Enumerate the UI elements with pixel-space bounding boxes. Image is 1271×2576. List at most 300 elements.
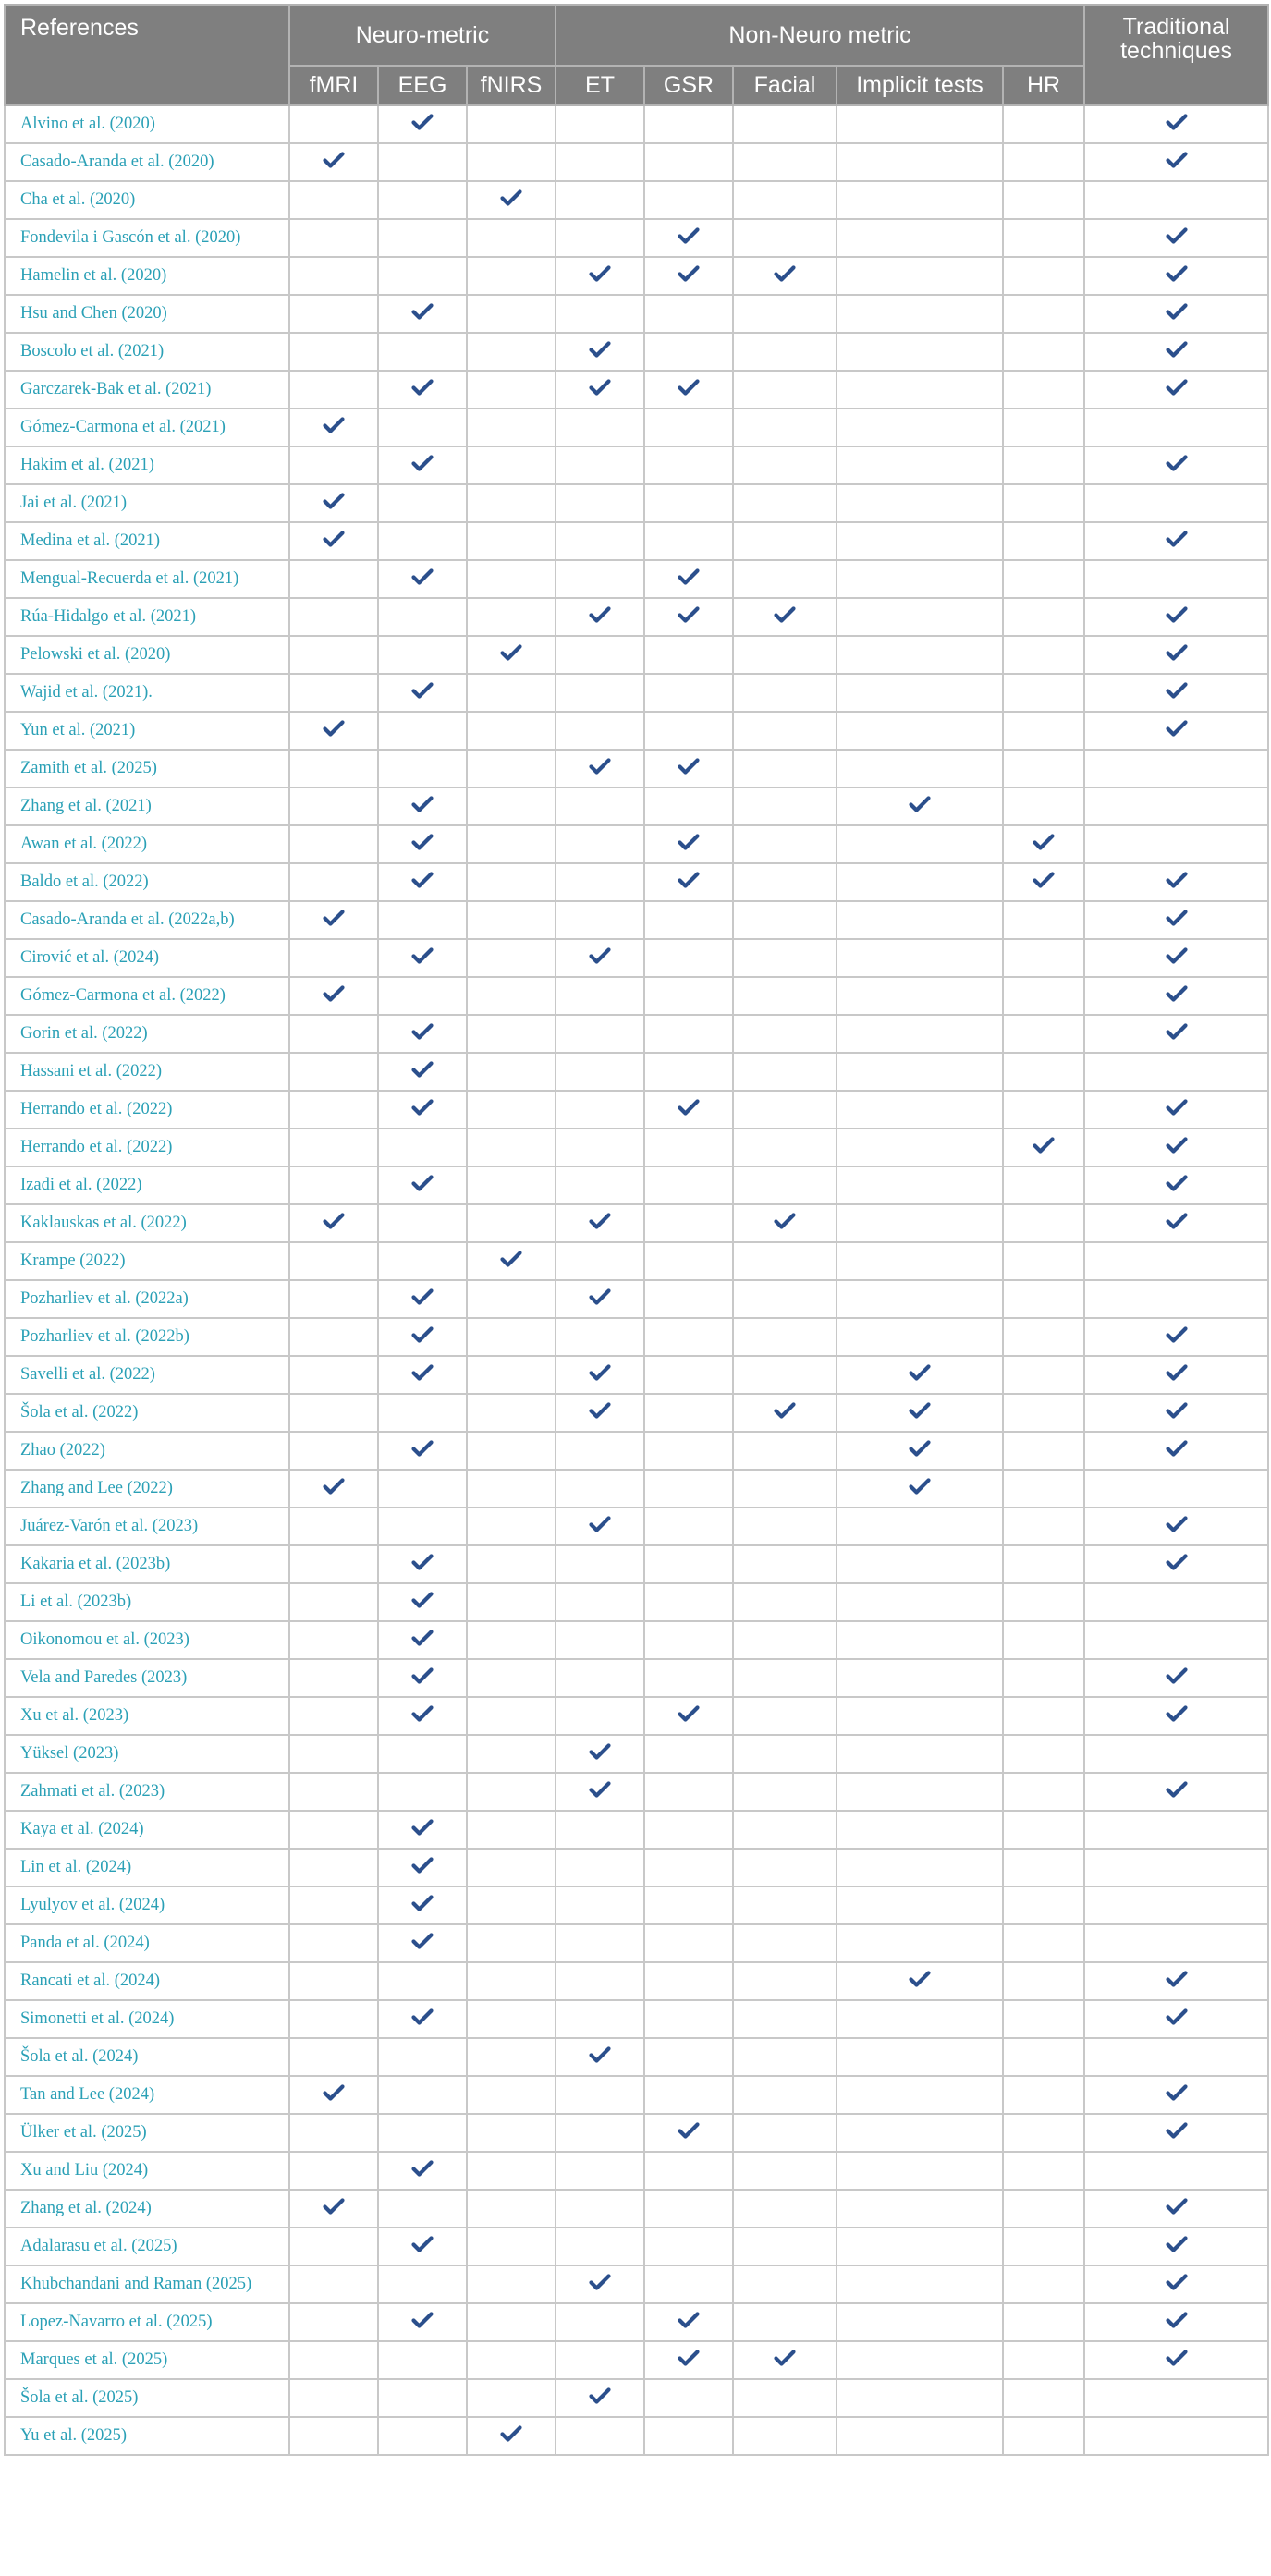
table-cell bbox=[289, 1318, 378, 1356]
table-cell bbox=[1003, 1242, 1084, 1280]
table-cell bbox=[378, 636, 467, 674]
reference-link[interactable]: Juárez-Varón et al. (2023) bbox=[5, 1508, 289, 1545]
reference-link[interactable]: Casado-Aranda et al. (2020) bbox=[5, 143, 289, 181]
table-cell bbox=[556, 2379, 644, 2417]
table-cell bbox=[467, 484, 556, 522]
column-header-facial: Facial bbox=[733, 66, 837, 105]
reference-link[interactable]: Wajid et al. (2021). bbox=[5, 674, 289, 712]
table-cell bbox=[644, 2228, 733, 2265]
table-cell bbox=[644, 787, 733, 825]
table-cell bbox=[733, 295, 837, 333]
table-cell bbox=[837, 1053, 1003, 1091]
reference-link[interactable]: Tan and Lee (2024) bbox=[5, 2076, 289, 2114]
checkmark-icon bbox=[411, 568, 434, 586]
table-cell bbox=[837, 371, 1003, 409]
table-cell bbox=[733, 371, 837, 409]
table-cell bbox=[378, 409, 467, 446]
table-cell bbox=[467, 939, 556, 977]
reference-link[interactable]: Cha et al. (2020) bbox=[5, 181, 289, 219]
table-row bbox=[5, 1583, 1268, 1621]
reference-link[interactable]: Garczarek-Bak et al. (2021) bbox=[5, 371, 289, 409]
table-cell bbox=[556, 712, 644, 750]
table-cell bbox=[1084, 2379, 1268, 2417]
reference-link[interactable]: Izadi et al. (2022) bbox=[5, 1166, 289, 1204]
table-cell bbox=[1084, 636, 1268, 674]
table-cell bbox=[556, 2114, 644, 2152]
reference-link[interactable]: Mengual-Recuerda et al. (2021) bbox=[5, 560, 289, 598]
table-cell bbox=[289, 1849, 378, 1886]
table-cell bbox=[837, 1924, 1003, 1962]
checkmark-icon bbox=[323, 492, 345, 510]
table-cell bbox=[556, 1091, 644, 1129]
table-cell bbox=[837, 598, 1003, 636]
checkmark-icon bbox=[1166, 909, 1188, 927]
table-cell bbox=[837, 863, 1003, 901]
checkmark-icon bbox=[323, 2197, 345, 2216]
checkmark-icon bbox=[678, 264, 700, 283]
table-cell bbox=[644, 1015, 733, 1053]
reference-link[interactable]: Pozharliev et al. (2022a) bbox=[5, 1280, 289, 1318]
table-cell bbox=[1084, 1583, 1268, 1621]
table-cell bbox=[289, 295, 378, 333]
reference-link[interactable]: Gómez-Carmona et al. (2022) bbox=[5, 977, 289, 1015]
column-header-fnirs: fNIRS bbox=[467, 66, 556, 105]
table-cell bbox=[467, 1811, 556, 1849]
reference-link[interactable]: Yu et al. (2025) bbox=[5, 2417, 289, 2455]
table-cell bbox=[378, 2000, 467, 2038]
table-cell bbox=[1003, 1204, 1084, 1242]
table-cell bbox=[467, 181, 556, 219]
table-cell bbox=[644, 750, 733, 787]
table-cell bbox=[1084, 181, 1268, 219]
table-cell bbox=[733, 1886, 837, 1924]
checkmark-icon bbox=[1166, 378, 1188, 397]
table-cell bbox=[467, 636, 556, 674]
table-row bbox=[5, 598, 1268, 636]
table-cell bbox=[733, 1280, 837, 1318]
table-cell bbox=[1084, 2303, 1268, 2341]
table-row bbox=[5, 409, 1268, 446]
checkmark-icon bbox=[323, 2083, 345, 2102]
table-cell bbox=[556, 333, 644, 371]
column-header-gsr: GSR bbox=[644, 66, 733, 105]
table-cell bbox=[644, 560, 733, 598]
reference-link[interactable]: Lopez-Navarro et al. (2025) bbox=[5, 2303, 289, 2341]
reference-link[interactable]: Krampe (2022) bbox=[5, 1242, 289, 1280]
table-cell bbox=[556, 674, 644, 712]
table-cell bbox=[644, 333, 733, 371]
checkmark-icon bbox=[1166, 1704, 1188, 1723]
checkmark-icon bbox=[411, 2159, 434, 2178]
table-cell bbox=[556, 2303, 644, 2341]
table-cell bbox=[556, 295, 644, 333]
table-cell bbox=[837, 2341, 1003, 2379]
reference-link[interactable]: Rúa-Hidalgo et al. (2021) bbox=[5, 598, 289, 636]
table-cell bbox=[378, 712, 467, 750]
table-cell bbox=[1084, 712, 1268, 750]
reference-link[interactable]: Medina et al. (2021) bbox=[5, 522, 289, 560]
table-cell bbox=[733, 105, 837, 143]
reference-link[interactable]: Kakaria et al. (2023b) bbox=[5, 1545, 289, 1583]
reference-link[interactable]: Zhao (2022) bbox=[5, 1432, 289, 1470]
non-neuro-metric-header: Non-Neuro metric bbox=[556, 5, 1084, 66]
table-row bbox=[5, 1356, 1268, 1394]
checkmark-icon bbox=[774, 605, 796, 624]
checkmark-icon bbox=[411, 795, 434, 813]
reference-link[interactable]: Herrando et al. (2022) bbox=[5, 1129, 289, 1166]
table-cell bbox=[1003, 2038, 1084, 2076]
table-cell bbox=[1084, 2114, 1268, 2152]
table-cell bbox=[644, 1053, 733, 1091]
table-cell bbox=[1003, 1886, 1084, 1924]
table-cell bbox=[378, 1015, 467, 1053]
reference-link[interactable]: Pelowski et al. (2020) bbox=[5, 636, 289, 674]
table-cell bbox=[733, 1583, 837, 1621]
reference-link[interactable]: Baldo et al. (2022) bbox=[5, 863, 289, 901]
table-row bbox=[5, 1962, 1268, 2000]
table-cell bbox=[378, 1394, 467, 1432]
reference-link[interactable]: Pozharliev et al. (2022b) bbox=[5, 1318, 289, 1356]
table-cell bbox=[289, 1129, 378, 1166]
reference-link[interactable]: Rancati et al. (2024) bbox=[5, 1962, 289, 2000]
checkmark-icon bbox=[1166, 2121, 1188, 2140]
table-row bbox=[5, 295, 1268, 333]
checkmark-icon bbox=[1166, 530, 1188, 548]
table-cell bbox=[733, 1394, 837, 1432]
checkmark-icon bbox=[678, 757, 700, 775]
reference-link[interactable]: Hassani et al. (2022) bbox=[5, 1053, 289, 1091]
table-cell bbox=[289, 1962, 378, 2000]
table-cell bbox=[289, 2417, 378, 2455]
table-row bbox=[5, 750, 1268, 787]
reference-link[interactable]: Panda et al. (2024) bbox=[5, 1924, 289, 1962]
table-row bbox=[5, 1849, 1268, 1886]
table-cell bbox=[378, 1508, 467, 1545]
checkmark-icon bbox=[411, 1704, 434, 1723]
checkmark-icon bbox=[678, 2121, 700, 2140]
table-cell bbox=[556, 977, 644, 1015]
reference-link[interactable]: Hakim et al. (2021) bbox=[5, 446, 289, 484]
table-cell bbox=[1084, 560, 1268, 598]
table-cell bbox=[1003, 2265, 1084, 2303]
table-cell bbox=[378, 674, 467, 712]
table-cell bbox=[289, 257, 378, 295]
checkmark-icon bbox=[1166, 340, 1188, 359]
checkmark-icon bbox=[774, 2349, 796, 2367]
table-cell bbox=[467, 1280, 556, 1318]
table-cell bbox=[556, 787, 644, 825]
table-cell bbox=[467, 2417, 556, 2455]
checkmark-icon bbox=[1166, 2273, 1188, 2291]
reference-link[interactable]: Zamith et al. (2025) bbox=[5, 750, 289, 787]
checkmark-icon bbox=[1166, 681, 1188, 700]
reference-link[interactable]: Lyulyov et al. (2024) bbox=[5, 1886, 289, 1924]
checkmark-icon bbox=[323, 530, 345, 548]
reference-link[interactable]: Xu and Liu (2024) bbox=[5, 2152, 289, 2190]
table-cell bbox=[378, 257, 467, 295]
table-cell bbox=[644, 1280, 733, 1318]
table-cell bbox=[467, 2379, 556, 2417]
table-cell bbox=[1084, 2038, 1268, 2076]
table-cell bbox=[467, 143, 556, 181]
table-cell bbox=[378, 1962, 467, 2000]
table-cell bbox=[644, 2265, 733, 2303]
reference-link[interactable]: Šola et al. (2025) bbox=[5, 2379, 289, 2417]
table-cell bbox=[1003, 2076, 1084, 2114]
reference-link[interactable]: Alvino et al. (2020) bbox=[5, 105, 289, 143]
table-cell bbox=[837, 2190, 1003, 2228]
reference-link[interactable]: Hsu and Chen (2020) bbox=[5, 295, 289, 333]
checkmark-icon bbox=[323, 1477, 345, 1496]
table-cell bbox=[837, 1166, 1003, 1204]
reference-link[interactable]: Boscolo et al. (2021) bbox=[5, 333, 289, 371]
table-cell bbox=[1003, 939, 1084, 977]
table-cell bbox=[556, 863, 644, 901]
table-cell bbox=[1084, 1508, 1268, 1545]
checkmark-icon bbox=[411, 1288, 434, 1306]
table-cell bbox=[467, 2114, 556, 2152]
table-cell bbox=[1084, 2265, 1268, 2303]
table-cell bbox=[467, 1621, 556, 1659]
reference-link[interactable]: Savelli et al. (2022) bbox=[5, 1356, 289, 1394]
table-cell bbox=[1003, 560, 1084, 598]
checkmark-icon bbox=[909, 795, 931, 813]
table-cell bbox=[1003, 1697, 1084, 1735]
reference-link[interactable]: Zhang and Lee (2022) bbox=[5, 1470, 289, 1508]
table-cell bbox=[837, 674, 1003, 712]
table-cell bbox=[467, 1470, 556, 1508]
checkmark-icon bbox=[1166, 1363, 1188, 1382]
checkmark-icon bbox=[1166, 1136, 1188, 1154]
table-row bbox=[5, 333, 1268, 371]
table-cell bbox=[837, 1242, 1003, 1280]
table-row bbox=[5, 1697, 1268, 1735]
table-cell bbox=[289, 977, 378, 1015]
checkmark-icon bbox=[1166, 984, 1188, 1003]
table-cell bbox=[467, 863, 556, 901]
table-cell bbox=[556, 750, 644, 787]
reference-link[interactable]: Zhang et al. (2024) bbox=[5, 2190, 289, 2228]
table-cell bbox=[733, 2417, 837, 2455]
table-cell bbox=[467, 1432, 556, 1470]
reference-link[interactable]: Yun et al. (2021) bbox=[5, 712, 289, 750]
reference-link[interactable]: Vela and Paredes (2023) bbox=[5, 1659, 289, 1697]
table-cell bbox=[378, 1280, 467, 1318]
reference-link[interactable]: Šola et al. (2024) bbox=[5, 2038, 289, 2076]
reference-link[interactable]: Li et al. (2023b) bbox=[5, 1583, 289, 1621]
reference-link[interactable]: Casado-Aranda et al. (2022a,b) bbox=[5, 901, 289, 939]
reference-link[interactable]: Šola et al. (2022) bbox=[5, 1394, 289, 1432]
checkmark-icon bbox=[678, 833, 700, 851]
table-cell bbox=[378, 143, 467, 181]
table-cell bbox=[733, 1735, 837, 1773]
table-cell bbox=[378, 977, 467, 1015]
table-cell bbox=[467, 1356, 556, 1394]
table-cell bbox=[733, 1015, 837, 1053]
reference-link[interactable]: Marques et al. (2025) bbox=[5, 2341, 289, 2379]
table-cell bbox=[378, 1091, 467, 1129]
table-cell bbox=[556, 484, 644, 522]
table-cell bbox=[1003, 598, 1084, 636]
reference-link[interactable]: Fondevila i Gascón et al. (2020) bbox=[5, 219, 289, 257]
reference-link[interactable]: Kaya et al. (2024) bbox=[5, 1811, 289, 1849]
reference-link[interactable]: Gómez-Carmona et al. (2021) bbox=[5, 409, 289, 446]
reference-link[interactable]: Adalarasu et al. (2025) bbox=[5, 2228, 289, 2265]
reference-link[interactable]: Lin et al. (2024) bbox=[5, 1849, 289, 1886]
table-cell bbox=[1084, 257, 1268, 295]
table-cell bbox=[644, 1166, 733, 1204]
table-cell bbox=[378, 598, 467, 636]
table-cell bbox=[556, 1583, 644, 1621]
checkmark-icon bbox=[1166, 1022, 1188, 1041]
table-cell bbox=[289, 1204, 378, 1242]
table-cell bbox=[644, 674, 733, 712]
checkmark-icon bbox=[589, 1742, 611, 1761]
table-row bbox=[5, 2265, 1268, 2303]
table-cell bbox=[289, 1735, 378, 1773]
table-cell bbox=[289, 939, 378, 977]
table-cell bbox=[644, 219, 733, 257]
checkmark-icon bbox=[1166, 605, 1188, 624]
reference-link[interactable]: Yüksel (2023) bbox=[5, 1735, 289, 1773]
table-row bbox=[5, 2228, 1268, 2265]
table-cell bbox=[467, 598, 556, 636]
checkmark-icon bbox=[1166, 2008, 1188, 2026]
reference-link[interactable]: Gorin et al. (2022) bbox=[5, 1015, 289, 1053]
table-row bbox=[5, 105, 1268, 143]
checkmark-icon bbox=[411, 1098, 434, 1117]
table-row bbox=[5, 1318, 1268, 1356]
table-cell bbox=[837, 1394, 1003, 1432]
table-cell bbox=[644, 2190, 733, 2228]
table-cell bbox=[837, 750, 1003, 787]
table-body bbox=[5, 105, 1268, 2455]
table-cell bbox=[733, 2379, 837, 2417]
reference-link[interactable]: Herrando et al. (2022) bbox=[5, 1091, 289, 1129]
reference-link[interactable]: Khubchandani and Raman (2025) bbox=[5, 2265, 289, 2303]
table-cell bbox=[378, 2265, 467, 2303]
table-cell bbox=[733, 1621, 837, 1659]
table-cell bbox=[644, 2000, 733, 2038]
table-cell bbox=[644, 181, 733, 219]
table-cell bbox=[733, 1166, 837, 1204]
checkmark-icon bbox=[678, 2349, 700, 2367]
table-cell bbox=[467, 257, 556, 295]
table-row bbox=[5, 371, 1268, 409]
table-cell bbox=[837, 2417, 1003, 2455]
checkmark-icon bbox=[678, 568, 700, 586]
table-cell bbox=[1003, 712, 1084, 750]
checkmark-icon bbox=[589, 1212, 611, 1230]
table-cell bbox=[733, 2076, 837, 2114]
table-cell bbox=[289, 333, 378, 371]
table-cell bbox=[837, 1015, 1003, 1053]
table-cell bbox=[289, 143, 378, 181]
reference-link[interactable]: Simonetti et al. (2024) bbox=[5, 2000, 289, 2038]
table-cell bbox=[1084, 105, 1268, 143]
checkmark-icon bbox=[1166, 1666, 1188, 1685]
table-cell bbox=[378, 1470, 467, 1508]
table-cell bbox=[837, 1432, 1003, 1470]
table-cell bbox=[467, 825, 556, 863]
table-cell bbox=[556, 939, 644, 977]
table-row bbox=[5, 1432, 1268, 1470]
reference-link[interactable]: Xu et al. (2023) bbox=[5, 1697, 289, 1735]
table-cell bbox=[1003, 219, 1084, 257]
table-cell bbox=[289, 1166, 378, 1204]
checkmark-icon bbox=[500, 2424, 522, 2443]
table-cell bbox=[644, 636, 733, 674]
table-cell bbox=[289, 2114, 378, 2152]
table-row bbox=[5, 219, 1268, 257]
table-cell bbox=[556, 143, 644, 181]
reference-link[interactable]: Oikonomou et al. (2023) bbox=[5, 1621, 289, 1659]
checkmark-icon bbox=[1166, 1098, 1188, 1117]
table-cell bbox=[1084, 2228, 1268, 2265]
checkmark-icon bbox=[1166, 264, 1188, 283]
table-cell bbox=[1003, 1621, 1084, 1659]
table-cell bbox=[289, 1432, 378, 1470]
checkmark-icon bbox=[589, 757, 611, 775]
reference-link[interactable]: Zahmati et al. (2023) bbox=[5, 1773, 289, 1811]
table-cell bbox=[837, 636, 1003, 674]
reference-link[interactable]: Ülker et al. (2025) bbox=[5, 2114, 289, 2152]
table-cell bbox=[378, 750, 467, 787]
table-cell bbox=[289, 636, 378, 674]
reference-link[interactable]: Cirović et al. (2024) bbox=[5, 939, 289, 977]
checkmark-icon bbox=[1166, 2197, 1188, 2216]
table-cell bbox=[556, 181, 644, 219]
table-cell bbox=[644, 1773, 733, 1811]
table-cell bbox=[1084, 333, 1268, 371]
checkmark-icon bbox=[411, 1894, 434, 1912]
table-cell bbox=[1003, 257, 1084, 295]
table-cell bbox=[378, 787, 467, 825]
table-cell bbox=[378, 1583, 467, 1621]
reference-link[interactable]: Kaklauskas et al. (2022) bbox=[5, 1204, 289, 1242]
table-cell bbox=[289, 1621, 378, 1659]
table-cell bbox=[1003, 2228, 1084, 2265]
table-cell bbox=[289, 371, 378, 409]
table-cell bbox=[1084, 1129, 1268, 1166]
table-cell bbox=[289, 2152, 378, 2190]
checkmark-icon bbox=[411, 1818, 434, 1837]
reference-link[interactable]: Hamelin et al. (2020) bbox=[5, 257, 289, 295]
table-cell bbox=[378, 2038, 467, 2076]
table-cell bbox=[378, 1811, 467, 1849]
table-cell bbox=[467, 750, 556, 787]
table-row bbox=[5, 1735, 1268, 1773]
table-row bbox=[5, 901, 1268, 939]
table-row bbox=[5, 2038, 1268, 2076]
table-cell bbox=[733, 1773, 837, 1811]
checkmark-icon bbox=[589, 2387, 611, 2405]
reference-link[interactable]: Zhang et al. (2021) bbox=[5, 787, 289, 825]
table-cell bbox=[837, 1356, 1003, 1394]
reference-link[interactable]: Jai et al. (2021) bbox=[5, 484, 289, 522]
table-cell bbox=[556, 2152, 644, 2190]
table-cell bbox=[556, 560, 644, 598]
checkmark-icon bbox=[1166, 1553, 1188, 1571]
table-cell bbox=[644, 2417, 733, 2455]
table-cell bbox=[467, 1015, 556, 1053]
table-cell bbox=[378, 2190, 467, 2228]
table-cell bbox=[378, 219, 467, 257]
table-cell bbox=[1084, 1735, 1268, 1773]
table-cell bbox=[837, 446, 1003, 484]
reference-link[interactable]: Awan et al. (2022) bbox=[5, 825, 289, 863]
table-cell bbox=[733, 1924, 837, 1962]
